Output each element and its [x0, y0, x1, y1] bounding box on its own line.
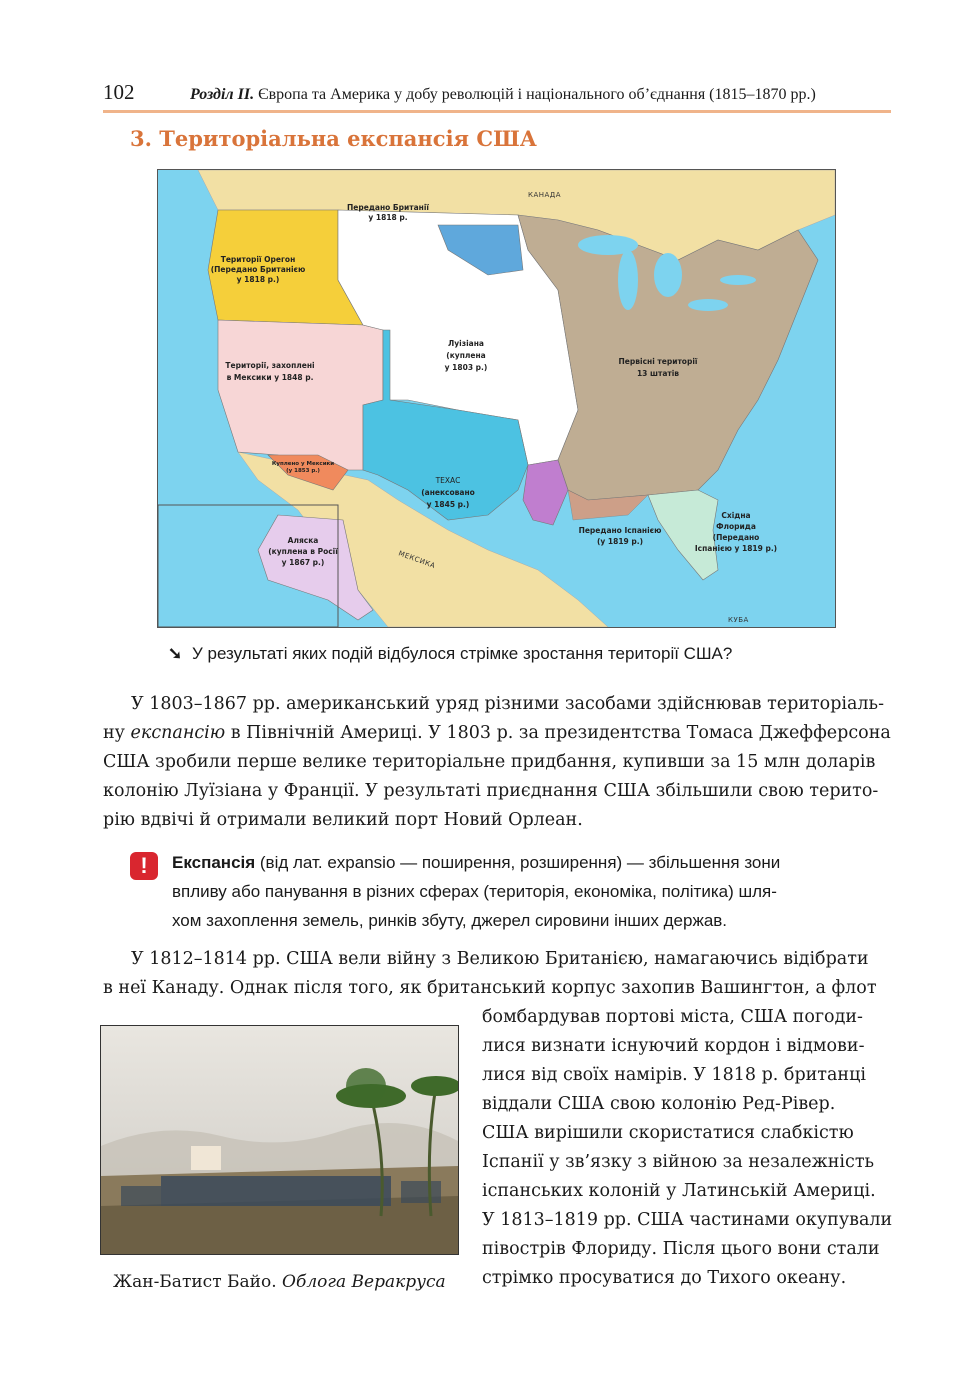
paragraph-2-line-8: Іспанії у зв’язку з війною за незалежність: [482, 1152, 875, 1172]
paragraph-2-wrap: [482, 1003, 893, 1293]
definition-line-1: [172, 848, 892, 877]
paragraph-1-line-4: колонію Луїзіана у Франції. У результаті приєднання США збільшили свою терито-: [103, 781, 879, 801]
painting-caption-title: Облога Веракруса: [282, 1272, 446, 1292]
paragraph-1-line-2-a: ну: [103, 723, 131, 743]
paragraph-2-line-12: стрімко просуватися до Тихого океану.: [482, 1268, 847, 1288]
map-label-alaska-3: у 1867 р.): [281, 558, 325, 567]
term-expansion-italic: експансію: [130, 723, 226, 743]
map-label-eflorida-2: Флорида: [716, 522, 756, 531]
map-label-louisiana-1: Луізіана: [448, 339, 484, 348]
map-label-original-2: 13 штатів: [636, 369, 680, 378]
definition-text: [172, 848, 892, 935]
paragraph-1-line-3: США зробили перше велике територіальне придбання, купивши за 15 млн доларів: [103, 752, 876, 772]
map-label-original-1: Первісні території: [618, 357, 698, 366]
map-label-alaska-2: (куплена в Росії: [268, 547, 338, 556]
paragraph-1: [103, 690, 890, 835]
map-label-texas-3: у 1845 р.): [426, 500, 470, 509]
paragraph-2-line-11: півострів Флориду. Після цього вони стали: [482, 1239, 880, 1259]
territorial-expansion-map: [157, 169, 836, 628]
painting-caption: [113, 1272, 446, 1292]
map-label-spain-2: (у 1819 р.): [596, 537, 644, 546]
map-mexican-cession: [218, 320, 383, 470]
map-label-eflorida-3: (Передано: [712, 533, 760, 542]
map-label-eflorida-1: Східна: [721, 511, 751, 520]
map-svg: [158, 170, 835, 627]
header-rule: [103, 110, 891, 113]
map-label-louisiana-3: у 1803 р.): [444, 363, 488, 372]
running-header-section: Розділ ІІ.: [190, 86, 255, 103]
map-label-britain-1: Передано Британії: [347, 203, 429, 212]
paragraph-1-line-2: [103, 719, 890, 748]
map-label-canada: КАНАДА: [528, 191, 562, 199]
painting-caption-author: Жан-Батист Байо.: [113, 1272, 283, 1292]
running-header: [190, 86, 816, 104]
map-lake-michigan: [618, 250, 638, 310]
paragraph-2-line-5: лися від своїх намірів. У 1818 р. британці: [482, 1065, 866, 1085]
page-number: 102: [103, 80, 135, 104]
map-label-spain-1: Передано Іспанією: [578, 526, 662, 535]
paragraph-1-line-2-b: в Північній Америці. У 1803 р. за президентства Томаса Джефферсона: [225, 723, 891, 743]
exclamation-icon: !: [130, 852, 158, 880]
map-label-gadsden-1: Куплено у Мексики: [271, 461, 335, 467]
map-label-oregon-1: Території Орегон: [220, 255, 296, 264]
map-label-mexican-cession-1: Території, захоплені: [225, 361, 315, 370]
map-question: [168, 644, 732, 664]
paragraph-1-line-5: рію вдвічі й отримали великий порт Новий Орлеан.: [103, 810, 583, 830]
map-lake-ontario: [720, 275, 756, 285]
paragraph-2-top: [103, 945, 890, 1003]
painting-siege-of-veracruz: [100, 1025, 459, 1255]
definition-line-2: впливу або панування в різних сферах (територія, економіка, політика) шля-: [172, 882, 777, 901]
map-label-britain-2: у 1818 р.: [368, 213, 408, 222]
map-label-texas-2: (анексовано: [421, 488, 475, 497]
map-lake-erie: [688, 299, 728, 311]
map-question-text: У результаті яких подій відбулося стрімке зростання території США?: [192, 644, 733, 663]
map-label-mexican-cession-2: в Мексики у 1848 р.: [226, 373, 314, 382]
paragraph-2-line-7: США вирішили скористатися слабкістю: [482, 1123, 854, 1143]
paragraph-2-line-1: У 1812–1814 рр. США вели війну з Великою Британією, намагаючись відібрати: [131, 949, 869, 969]
paragraph-2-line-10: У 1813–1819 рр. США частинами окупували: [482, 1210, 893, 1230]
definition-line-3: хом захоплення земель, ринків збуту, джерел сировини інших держав.: [172, 911, 728, 930]
map-lake-huron: [654, 253, 682, 297]
paragraph-2-line-2: в неї Канаду. Однак після того, як британський корпус захопив Вашингтон, а флот: [103, 978, 877, 998]
paragraph-1-line-1: У 1803–1867 рр. американський уряд різними засобами здійснював територіаль-: [131, 694, 884, 714]
definition-line-1-rest: (від лат. expansio — поширення, розширення) — збільшення зони: [255, 853, 781, 872]
map-label-eflorida-4: Іспанією у 1819 р.): [694, 544, 778, 553]
map-label-oregon-3: у 1818 р.): [236, 275, 280, 284]
map-label-oregon-2: (Передано Британією: [210, 265, 306, 274]
paragraph-2-line-3: бомбардував портові міста, США погоди-: [482, 1007, 863, 1027]
paragraph-2-line-6: віддали США свою колонію Ред-Рівер.: [482, 1094, 836, 1114]
map-label-louisiana-2: (куплена: [446, 351, 486, 360]
painting-svg: [101, 1026, 458, 1254]
map-label-texas-1: ТЕХАС: [435, 476, 461, 485]
running-header-title: Європа та Америка у добу революцій і національного об’єднання (1815–1870 рр.): [258, 86, 816, 103]
arrow-icon: ➘: [168, 644, 183, 663]
map-label-cuba: КУБА: [728, 616, 749, 624]
definition-term: Експансія: [172, 853, 256, 872]
paragraph-2-line-4: лися визнати існуючий кордон і відмови-: [482, 1036, 865, 1056]
painting-tent: [191, 1146, 221, 1170]
map-label-mexico: МЕКСИКА: [397, 549, 437, 571]
map-label-alaska-1: Аляска: [287, 536, 319, 545]
map-label-gadsden-2: (у 1853 р.): [286, 468, 320, 474]
section-title: 3. Територіальна експансія США: [130, 126, 537, 151]
paragraph-2-line-9: іспанських колоній у Латинській Америці.: [482, 1181, 876, 1201]
